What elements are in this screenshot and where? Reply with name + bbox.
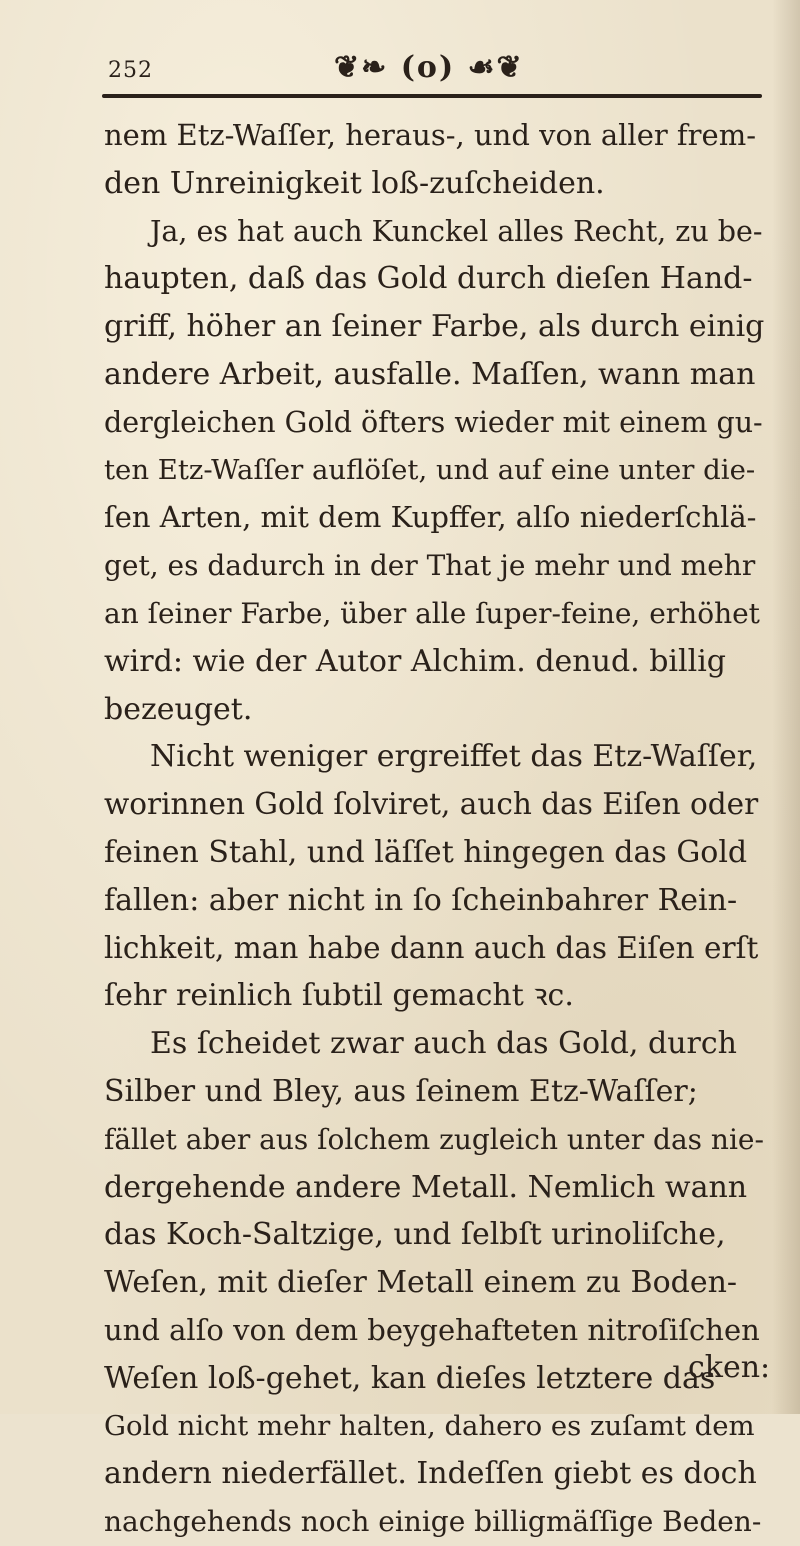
text-line: fället aber aus ſolchem zugleich unter das nie-	[104, 1122, 764, 1156]
text-line: den Unreinigkeit loß-zuſcheiden.	[104, 165, 605, 201]
text-line: Ja, es hat auch Kunckel alles Recht, zu be-	[150, 214, 763, 248]
text-line: und alſo von dem beygehafteten nitroſiſchen	[104, 1312, 760, 1347]
text-line: get, es dadurch in der That je mehr und mehr	[104, 549, 756, 583]
text-line: haupten, daß das Gold durch dieſen Hand-	[104, 261, 753, 297]
text-line: fallen: aber nicht in ſo ſcheinbahrer Rein-	[104, 882, 738, 918]
text-line: bezeuget.	[104, 691, 253, 727]
text-line: Gold nicht mehr halten, dahero es zuſamt dem	[104, 1409, 755, 1442]
text-line: griff, höher an ſeiner Farbe, als durch einig	[104, 309, 765, 345]
text-line: Es ſcheidet zwar auch das Gold, durch	[150, 1026, 737, 1062]
catchword: cken:	[688, 1350, 771, 1385]
text-line: lichkeit, man habe dann auch das Eiſen erſt	[104, 930, 759, 965]
text-line: feinen Stahl, und läſſet hingegen das Gold	[104, 834, 748, 870]
text-line: ſehr reinlich ſubtil gemacht ꝛc.	[104, 978, 574, 1014]
ornament-left-icon: ❦❧	[334, 50, 389, 85]
text-line: ten Etz-Waſſer auflöſet, und auf eine unter die-	[104, 453, 756, 486]
text-line: an ſeiner Farbe, über alle ſuper-feine, erhöhet	[104, 596, 760, 630]
header-rule	[102, 94, 762, 98]
text-line: Weſen loß-gehet, kan dieſes letztere das	[104, 1360, 716, 1396]
ornament-center: (o)	[400, 50, 456, 85]
ornament-right-icon: ☙❦	[467, 50, 524, 85]
text-line: dergleichen Gold öfters wieder mit einem gu-	[104, 405, 763, 439]
text-line: Silber und Bley, aus ſeinem Etz-Waſſer;	[104, 1073, 698, 1109]
text-line: dergehende andere Metall. Nemlich wann	[104, 1169, 748, 1205]
text-line: Nicht weniger ergreiffet das Etz-Waſſer,	[150, 739, 758, 775]
text-line: andere Arbeit, ausfalle. Maſſen, wann man	[104, 356, 756, 392]
text-line: das Koch-Saltzige, und ſelbſt urinoliſche,	[104, 1217, 726, 1253]
text-line: worinnen Gold ſolviret, auch das Eiſen oder	[104, 787, 759, 822]
text-line: nem Etz-Waſſer, heraus-, und von aller frem-	[104, 118, 756, 152]
text-line: ſen Arten, mit dem Kupffer, alſo niederſchlä-	[104, 500, 757, 535]
body-text	[104, 112, 764, 1546]
binding-shadow	[772, 0, 800, 1414]
text-line: nachgehends noch einige billigmäſſige Beden-	[104, 1505, 762, 1539]
text-line: wird: wie der Autor Alchim. denud. billig	[104, 643, 727, 679]
page-header	[102, 44, 762, 96]
page-number: 252	[108, 58, 153, 83]
text-line: Weſen, mit dieſer Metall einem zu Boden-	[104, 1265, 738, 1301]
text-line: andern niederfället. Indeſſen giebt es doch	[104, 1456, 757, 1492]
header-ornament	[334, 50, 524, 85]
